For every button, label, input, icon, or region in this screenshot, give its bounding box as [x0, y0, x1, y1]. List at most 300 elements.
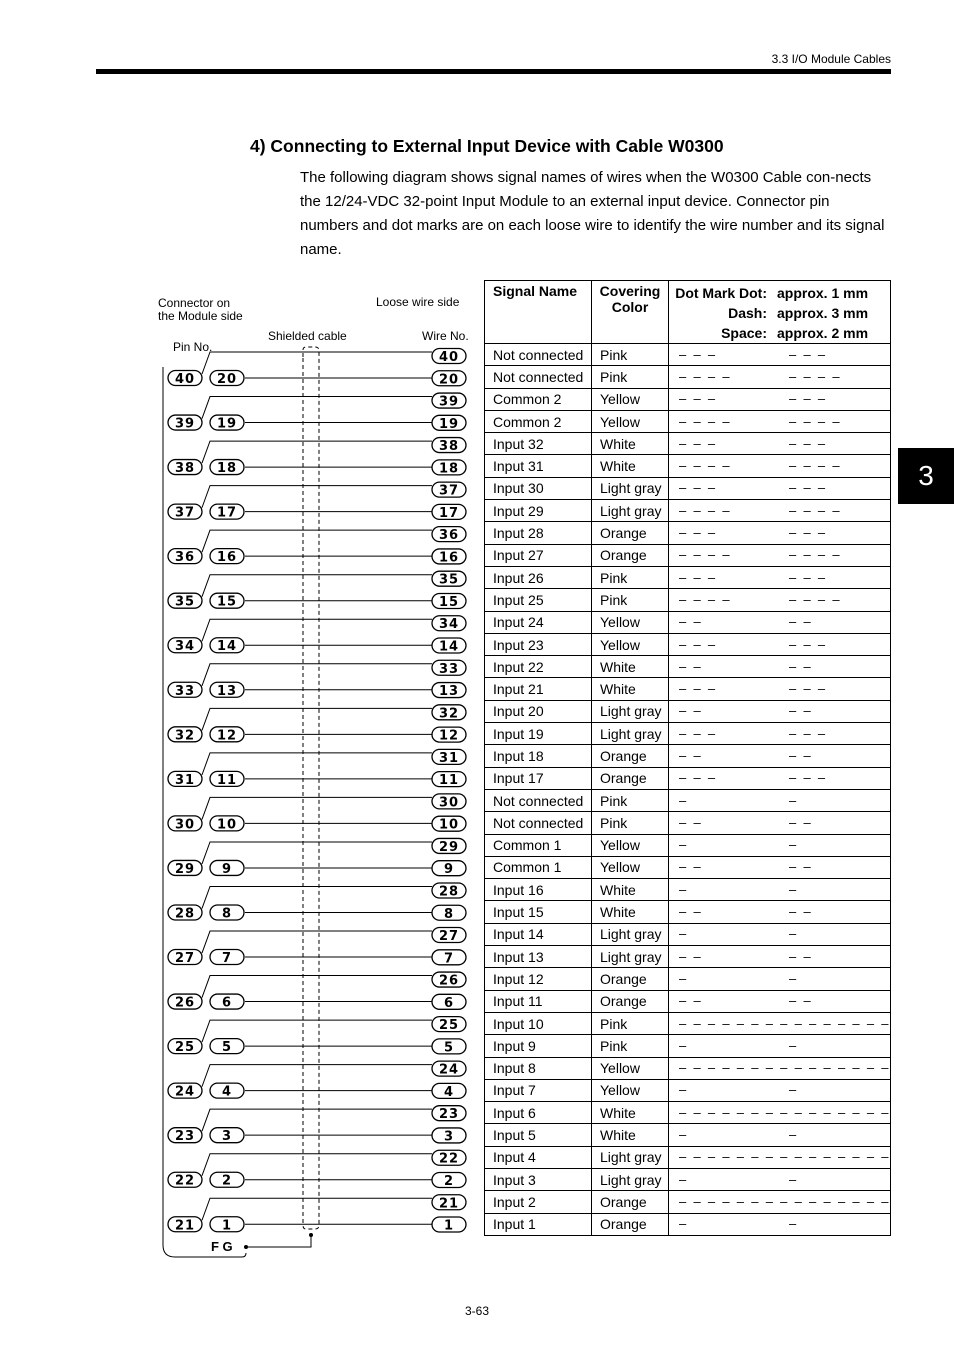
- covering-color-cell: Light gray: [592, 1168, 669, 1190]
- shield-drain: [309, 1233, 313, 1237]
- dot-mark-cell: [669, 879, 891, 901]
- dot-mark-pattern: –: [679, 1083, 687, 1098]
- covering-color-cell: Orange: [592, 544, 669, 566]
- dot-mark-title: Dot Mark: [675, 285, 736, 301]
- signal-name-cell: Input 5: [485, 1124, 592, 1146]
- covering-color-cell: Light gray: [592, 923, 669, 945]
- table-row: [485, 789, 891, 811]
- pin-number: 28: [174, 906, 196, 922]
- dot-mark-pattern-repeat: — — —: [789, 481, 826, 496]
- table-row: [485, 433, 891, 455]
- dot-mark-pattern-repeat: – –: [789, 994, 811, 1009]
- covering-color-cell: Yellow: [592, 633, 669, 655]
- covering-color-cell: White: [592, 455, 669, 477]
- covering-color-cell: Pink: [592, 812, 669, 834]
- table-row: [485, 1146, 891, 1168]
- dot-mark-pattern: – – – –: [679, 369, 730, 384]
- dot-mark-pattern: –: [679, 1038, 687, 1053]
- signal-name-cell: Input 27: [485, 544, 592, 566]
- dot-mark-pattern: — —: [679, 659, 701, 674]
- dot-mark-pattern: – –: [679, 815, 701, 830]
- section-reference: 3.3 I/O Module Cables: [771, 52, 891, 66]
- signal-name-cell: Input 14: [485, 923, 592, 945]
- dot-mark-pattern-repeat: – – – –: [789, 369, 840, 384]
- dot-mark-cell: [669, 1213, 891, 1235]
- wire-number: 38: [438, 439, 460, 455]
- dot-mark-cell: [669, 834, 891, 856]
- pin-number: 31: [174, 772, 196, 788]
- dot-mark-pattern: – – – –: [679, 548, 730, 563]
- covering-color-cell: Orange: [592, 767, 669, 789]
- covering-color-cell: Yellow: [592, 1079, 669, 1101]
- wire-number: 5: [443, 1040, 455, 1056]
- pin-number: 4: [221, 1084, 233, 1100]
- table-header-row: [485, 281, 891, 344]
- wire-number: 36: [438, 528, 460, 544]
- pin-number: 8: [221, 906, 233, 922]
- table-row: [485, 767, 891, 789]
- wire-number: 34: [438, 617, 460, 633]
- covering-color-cell: Light gray: [592, 723, 669, 745]
- wire-number: 29: [438, 839, 460, 855]
- dot-mark-pattern: —: [679, 793, 687, 808]
- dot-mark-cell: [669, 745, 891, 767]
- table-row: [485, 1191, 891, 1213]
- dot-mark-pattern-repeat: – – – –: [789, 414, 840, 429]
- dot-value: approx. 1 mm: [777, 285, 869, 301]
- dot-mark-pattern-repeat: – –: [789, 949, 811, 964]
- dot-mark-pattern: – –: [679, 860, 701, 875]
- dot-mark-pattern: —: [679, 927, 687, 942]
- connector-label: Connector on the Module side: [158, 296, 243, 323]
- wire-number: 24: [438, 1062, 460, 1078]
- dot-mark-pattern: –: [679, 1128, 687, 1143]
- wire-number: 19: [438, 416, 460, 432]
- wire-number: 37: [438, 483, 460, 499]
- shielded-cable-label: Shielded cable: [268, 329, 347, 343]
- dot-mark-cell: [669, 410, 891, 432]
- wire-number: 6: [443, 995, 455, 1011]
- dot-mark-cell: [669, 455, 891, 477]
- table-row: [485, 923, 891, 945]
- dot-mark-pattern-repeat: —: [789, 793, 797, 808]
- signal-name-cell: Input 17: [485, 767, 592, 789]
- loose-wire-label: Loose wire side: [376, 295, 460, 309]
- signal-name-cell: Input 1: [485, 1213, 592, 1235]
- pin-number: 38: [174, 461, 196, 477]
- dot-mark-cell: [669, 968, 891, 990]
- table-row: [485, 455, 891, 477]
- table-row: [485, 344, 891, 366]
- wire-number: 16: [438, 550, 460, 566]
- dot-mark-pattern-repeat: — — —: [789, 570, 826, 585]
- covering-color-cell: Orange: [592, 1191, 669, 1213]
- wire-number: 27: [438, 929, 460, 945]
- signal-name-cell: Common 1: [485, 834, 592, 856]
- dot-mark-cell: [669, 611, 891, 633]
- dot-mark-cell: [669, 923, 891, 945]
- wire-number: 3: [443, 1129, 455, 1145]
- signal-name-cell: Common 2: [485, 388, 592, 410]
- dot-mark-pattern: —: [679, 838, 687, 853]
- dot-mark-pattern-repeat: –: [789, 1128, 797, 1143]
- dot-mark-pattern: – –: [679, 905, 701, 920]
- dot-mark-cell: [669, 901, 891, 923]
- signal-name-cell: Input 21: [485, 678, 592, 700]
- table-row: [485, 611, 891, 633]
- signal-name-cell: Input 25: [485, 589, 592, 611]
- dot-mark-cell: [669, 1035, 891, 1057]
- dot-mark-cell: [669, 1012, 891, 1034]
- covering-color-cell: Orange: [592, 745, 669, 767]
- signal-name-cell: Not connected: [485, 344, 592, 366]
- dot-mark-cell: [669, 812, 891, 834]
- dot-mark-pattern: – – – – – – – – – – – – – – –: [679, 1150, 889, 1165]
- signal-name-cell: Input 24: [485, 611, 592, 633]
- pin-number: 2: [221, 1173, 233, 1189]
- covering-color-cell: Yellow: [592, 1057, 669, 1079]
- dot-mark-pattern-repeat: — —: [789, 704, 811, 719]
- table-row: [485, 366, 891, 388]
- table-row: [485, 723, 891, 745]
- dot-mark-pattern-repeat: —: [789, 838, 797, 853]
- signal-name-cell: Not connected: [485, 366, 592, 388]
- dot-mark-pattern-repeat: —: [789, 971, 797, 986]
- dot-mark-cell: [669, 656, 891, 678]
- signal-name-cell: Input 16: [485, 879, 592, 901]
- dot-mark-cell: [669, 856, 891, 878]
- covering-color-cell: White: [592, 879, 669, 901]
- dot-mark-cell: [669, 1057, 891, 1079]
- covering-color-cell: Yellow: [592, 834, 669, 856]
- table-row: [485, 589, 891, 611]
- covering-color-cell: Light gray: [592, 500, 669, 522]
- wiring-diagram: [150, 285, 480, 1270]
- dot-mark-pattern: – – – –: [679, 503, 730, 518]
- dot-key: Dot:: [739, 285, 767, 301]
- dot-mark-cell: [669, 500, 891, 522]
- dot-mark-cell: [669, 678, 891, 700]
- dot-mark-pattern: – – –: [679, 726, 716, 741]
- covering-color-cell: Pink: [592, 589, 669, 611]
- page-number: 3-63: [464, 1304, 490, 1318]
- intro-paragraph: The following diagram shows signal names of wires when the W0300 Cable con-nects the 12/24-VDC 32-point Input Module to an external input device. Connector pin numbers and dot marks are on each loose wire to identify the wire number and its signal name.: [300, 169, 885, 258]
- dot-mark-cell: [669, 1191, 891, 1213]
- table-row: [485, 879, 891, 901]
- table-row: [485, 1012, 891, 1034]
- pin-number: 30: [174, 817, 196, 833]
- pin-number: 1: [221, 1218, 233, 1234]
- table-row: [485, 856, 891, 878]
- fg-label: F G: [211, 1239, 233, 1254]
- covering-color-cell: Orange: [592, 522, 669, 544]
- dot-mark-cell: [669, 388, 891, 410]
- covering-color-cell: Yellow: [592, 410, 669, 432]
- pin-number: 34: [174, 639, 196, 655]
- signal-name-cell: Input 8: [485, 1057, 592, 1079]
- dot-mark-pattern-repeat: — —: [789, 615, 811, 630]
- table-row: [485, 1213, 891, 1235]
- pin-number: 37: [174, 505, 196, 521]
- signal-name-cell: Input 32: [485, 433, 592, 455]
- pin-number: 23: [174, 1129, 196, 1145]
- dot-mark-cell: [669, 1146, 891, 1168]
- pin-number: 17: [216, 505, 238, 521]
- pin-number: 24: [174, 1084, 196, 1100]
- wire-number: 2: [443, 1173, 455, 1189]
- dot-mark-cell: [669, 433, 891, 455]
- header-signal-name: Signal Name: [485, 281, 592, 344]
- covering-color-cell: Light gray: [592, 946, 669, 968]
- signal-name-cell: Input 13: [485, 946, 592, 968]
- dot-mark-dot-key: [669, 283, 777, 303]
- pin-number: 36: [174, 550, 196, 566]
- dot-mark-pattern: – – – – – – – – – – – – – – –: [679, 1194, 889, 1209]
- dot-mark-cell: [669, 767, 891, 789]
- table-row: [485, 1102, 891, 1124]
- signal-name-cell: Input 23: [485, 633, 592, 655]
- signal-name-cell: Input 15: [485, 901, 592, 923]
- dot-mark-cell: [669, 1102, 891, 1124]
- wire-number: 11: [438, 773, 460, 789]
- table-row: [485, 812, 891, 834]
- table-row: [485, 656, 891, 678]
- dot-mark-pattern-repeat: – – – –: [789, 459, 840, 474]
- dot-mark-pattern-repeat: – – – –: [789, 503, 840, 518]
- signal-name-cell: Input 30: [485, 477, 592, 499]
- dot-mark-pattern: — — —: [679, 347, 716, 362]
- pin-number: 21: [174, 1218, 196, 1234]
- table-row: [485, 1168, 891, 1190]
- wire-number: 32: [438, 706, 460, 722]
- signal-name-cell: Input 11: [485, 990, 592, 1012]
- wire-number: 21: [438, 1196, 460, 1212]
- dot-mark-pattern: — —: [679, 748, 701, 763]
- pin-number: 32: [174, 728, 196, 744]
- dot-mark-pattern: –: [679, 1172, 687, 1187]
- signal-name-cell: Input 10: [485, 1012, 592, 1034]
- wire-number: 8: [443, 906, 455, 922]
- wire-number: 26: [438, 973, 460, 989]
- table-row: [485, 968, 891, 990]
- covering-color-cell: Pink: [592, 366, 669, 388]
- wire-number: 12: [438, 728, 460, 744]
- pin-number: 13: [216, 683, 238, 699]
- dot-mark-pattern-repeat: —: [789, 882, 797, 897]
- dot-mark-pattern: – – – – – – – – – – – – – – –: [679, 1105, 889, 1120]
- pin-number: 27: [174, 951, 196, 967]
- section-title: 4) Connecting to External Input Device with Cable W0300: [250, 136, 724, 156]
- dot-mark-pattern: —: [679, 971, 687, 986]
- pin-number: 22: [174, 1173, 196, 1189]
- space-key: Space:: [721, 325, 767, 341]
- table-row: [485, 901, 891, 923]
- dot-mark-cell: [669, 633, 891, 655]
- pin-number: 9: [221, 861, 233, 877]
- dot-mark-cell: [669, 700, 891, 722]
- pin-number: 3: [221, 1129, 233, 1145]
- covering-color-cell: White: [592, 656, 669, 678]
- table-row: [485, 522, 891, 544]
- signal-name-cell: Not connected: [485, 789, 592, 811]
- dot-mark-cell: [669, 1124, 891, 1146]
- dot-mark-cell: [669, 1079, 891, 1101]
- wire-number: 33: [438, 661, 460, 677]
- dot-mark-pattern: — —: [679, 704, 701, 719]
- dot-mark-pattern-repeat: –: [789, 1172, 797, 1187]
- dot-mark-pattern-repeat: — — —: [789, 392, 826, 407]
- wire-number: 20: [438, 372, 460, 388]
- pin-number: 26: [174, 995, 196, 1011]
- covering-color-cell: Pink: [592, 1012, 669, 1034]
- dot-mark-pattern-repeat: — — —: [789, 526, 826, 541]
- pin-number: 19: [216, 416, 238, 432]
- wire-number: 9: [443, 862, 455, 878]
- signal-name-cell: Input 20: [485, 700, 592, 722]
- dot-mark-pattern: – – – – – – – – – – – – – – –: [679, 1061, 889, 1076]
- pin-number: 40: [174, 372, 196, 387]
- pin-number: 39: [174, 416, 196, 432]
- dot-mark-pattern: – –: [679, 994, 701, 1009]
- table-row: [485, 1079, 891, 1101]
- pin-number: 5: [221, 1040, 233, 1056]
- covering-color-cell: Pink: [592, 566, 669, 588]
- signal-name-cell: Input 29: [485, 500, 592, 522]
- signal-name-cell: Not connected: [485, 812, 592, 834]
- signal-name-cell: Common 2: [485, 410, 592, 432]
- dot-mark-pattern: — —: [679, 615, 701, 630]
- dash-value: approx. 3 mm: [777, 305, 869, 321]
- wire-number: 15: [438, 594, 460, 610]
- table-row: [485, 1124, 891, 1146]
- dot-mark-pattern-repeat: – –: [789, 905, 811, 920]
- dot-mark-pattern-repeat: – – –: [789, 637, 826, 652]
- pin-number: 7: [221, 951, 233, 967]
- header-covering-color: Covering Color: [592, 281, 669, 344]
- table-row: [485, 544, 891, 566]
- pin-number: 14: [216, 639, 238, 655]
- covering-color-cell: Yellow: [592, 856, 669, 878]
- dot-mark-pattern-repeat: — —: [789, 659, 811, 674]
- covering-color-cell: White: [592, 1124, 669, 1146]
- signal-name-cell: Input 26: [485, 566, 592, 588]
- wire-number: 18: [438, 461, 460, 477]
- covering-color-cell: White: [592, 678, 669, 700]
- signal-name-cell: Input 19: [485, 723, 592, 745]
- wire-number: 23: [438, 1107, 460, 1123]
- dot-mark-pattern-repeat: — — —: [789, 436, 826, 451]
- table-row: [485, 990, 891, 1012]
- dot-mark-cell: [669, 723, 891, 745]
- dot-mark-pattern-repeat: –: [789, 1038, 797, 1053]
- wire-number: 40: [438, 350, 460, 365]
- dot-mark-pattern-repeat: – –: [789, 815, 811, 830]
- signal-table: [484, 280, 891, 1236]
- pin-no-label: Pin No.: [173, 340, 213, 354]
- dot-mark-pattern-repeat: – – –: [789, 726, 826, 741]
- signal-name-cell: Input 2: [485, 1191, 592, 1213]
- signal-name-cell: Input 4: [485, 1146, 592, 1168]
- covering-color-cell: White: [592, 1102, 669, 1124]
- table-row: [485, 500, 891, 522]
- dot-mark-pattern: – – – –: [679, 414, 730, 429]
- pin-number: 18: [216, 461, 238, 477]
- wire-number: 35: [438, 572, 460, 588]
- pin-number: 6: [221, 995, 233, 1011]
- dot-mark-pattern: – – –: [679, 682, 716, 697]
- dot-mark-cell: [669, 477, 891, 499]
- signal-table-body: [485, 344, 891, 1236]
- table-row: [485, 1035, 891, 1057]
- dot-mark-pattern-repeat: –: [789, 1083, 797, 1098]
- wire-number: 14: [438, 639, 460, 655]
- covering-color-cell: Pink: [592, 344, 669, 366]
- signal-name-cell: Input 28: [485, 522, 592, 544]
- pin-number: 15: [216, 594, 238, 610]
- dot-mark-pattern: — — —: [679, 526, 716, 541]
- fg-terminal: [244, 1245, 248, 1249]
- header-rule: [96, 69, 891, 74]
- wire-number: 7: [443, 951, 455, 967]
- space-value: approx. 2 mm: [777, 325, 869, 341]
- pin-number: 12: [216, 728, 238, 744]
- signal-name-cell: Input 12: [485, 968, 592, 990]
- wire-number: 10: [438, 817, 460, 833]
- covering-color-cell: Light gray: [592, 1146, 669, 1168]
- dot-mark-pattern: – – –: [679, 771, 716, 786]
- pin-number: 29: [174, 861, 196, 877]
- covering-color-cell: Yellow: [592, 388, 669, 410]
- covering-color-cell: Pink: [592, 789, 669, 811]
- dot-mark-pattern: — — —: [679, 570, 716, 585]
- dot-mark-cell: [669, 566, 891, 588]
- dot-mark-pattern: — — —: [679, 436, 716, 451]
- dot-mark-pattern: – – – –: [679, 592, 730, 607]
- signal-name-cell: Input 6: [485, 1102, 592, 1124]
- pin-number: 16: [216, 550, 238, 566]
- table-row: [485, 745, 891, 767]
- dot-mark-pattern: – –: [679, 949, 701, 964]
- signal-name-cell: Input 22: [485, 656, 592, 678]
- wire-number: 4: [443, 1084, 455, 1100]
- pin-number: 10: [216, 817, 238, 833]
- wire-number: 25: [438, 1018, 460, 1034]
- table-row: [485, 566, 891, 588]
- wire-number: 30: [438, 795, 460, 811]
- table-row: [485, 946, 891, 968]
- wire-number: 39: [438, 394, 460, 410]
- dot-mark-cell: [669, 589, 891, 611]
- covering-color-cell: White: [592, 901, 669, 923]
- wire-number: 13: [438, 684, 460, 700]
- chapter-tab: 3: [898, 448, 954, 504]
- dot-mark-pattern-repeat: —: [789, 927, 797, 942]
- dot-mark-cell: [669, 1168, 891, 1190]
- dot-mark-pattern: — — —: [679, 481, 716, 496]
- pin-number: 35: [174, 594, 196, 610]
- dot-mark-pattern-repeat: – – – –: [789, 548, 840, 563]
- dot-mark-pattern: – – – – – – – – – – – – – – –: [679, 1016, 889, 1031]
- dot-mark-pattern: —: [679, 882, 687, 897]
- covering-color-cell: Yellow: [592, 611, 669, 633]
- dot-mark-pattern-repeat: – – – –: [789, 592, 840, 607]
- dot-mark-pattern-repeat: – – –: [789, 682, 826, 697]
- signal-name-cell: Input 3: [485, 1168, 592, 1190]
- signal-name-cell: Common 1: [485, 856, 592, 878]
- signal-name-cell: Input 18: [485, 745, 592, 767]
- wiring-svg: [150, 285, 480, 1270]
- signal-name-cell: Input 9: [485, 1035, 592, 1057]
